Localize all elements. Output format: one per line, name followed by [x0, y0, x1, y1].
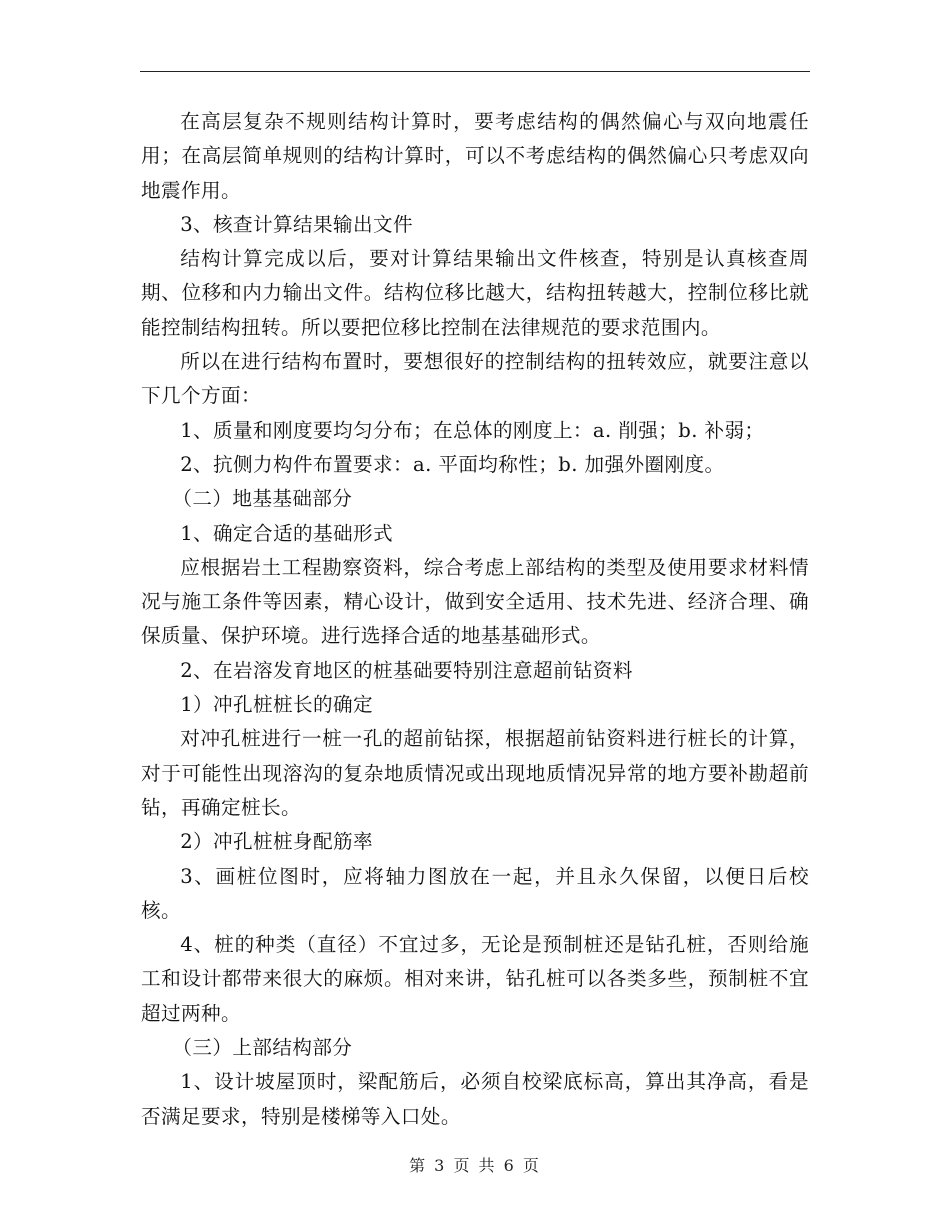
document-body	[141, 105, 809, 1134]
paragraph-pile-length: 对冲孔桩进行一桩一孔的超前钻探，根据超前钻资料进行桩长的计算，对于可能性出现溶沟的复杂地质情况或出现地质情况异常的地方要补勘超前钻，再确定桩长。	[141, 727, 809, 819]
paragraph-pile-layout: 3、画桩位图时，应将轴力图放在一起，并且永久保留，以便日后校核。	[141, 864, 809, 922]
paragraph-sloped-roof: 1、设计坡屋顶时，梁配筋后，必须自校梁底标高，算出其净高，看是否满足要求，特别是楼梯等入口处。	[141, 1070, 809, 1128]
page-number-footer: 第 3 页 共 6 页	[409, 1156, 541, 1175]
heading-foundation-form: 1、确定合适的基础形式	[180, 521, 393, 545]
paragraph-foundation-form: 应根据岩土工程勘察资料，综合考虑上部结构的类型及使用要求材料情况与施工条件等因素，精心设计，做到安全适用、技术先进、经济合理、确保质量、保护环境。进行选择合适的地基基础形式。	[141, 555, 809, 648]
paragraph-eccentricity: 在高层复杂不规则结构计算时，要考虑结构的偶然偏心与双向地震任用；在高层简单规则的结构计算时，可以不考虑结构的偶然偏心只考虑双向地震作用。	[141, 110, 809, 202]
heading-karst-pile: 2、在岩溶发育地区的桩基础要特别注意超前钻资料	[180, 658, 633, 682]
heading-pile-length: 1）冲孔桩桩长的确定	[180, 693, 373, 717]
paragraph-pile-types: 4、桩的种类（直径）不宜过多，无论是预制桩还是钻孔桩，否则给施工和设计都带来很大的麻烦。相对来讲，钻孔桩可以各类多些，预制桩不宜超过两种。	[141, 933, 809, 1025]
list-item-mass-stiffness: 1、质量和刚度要均匀分布；在总体的刚度上：a. 削强；b. 补弱；	[180, 418, 765, 442]
list-item-lateral-members: 2、抗侧力构件布置要求：a. 平面均称性；b. 加强外圈刚度。	[180, 452, 725, 476]
header-rule	[140, 71, 810, 72]
heading-pile-reinforcement: 2）冲孔桩桩身配筋率	[180, 830, 373, 854]
section-heading-superstructure: （三）上部结构部分	[172, 1036, 353, 1060]
section-heading-foundation: （二）地基基础部分	[172, 487, 353, 511]
paragraph-torsion-control: 所以在进行结构布置时，要想很好的控制结构的扭转效应，就要注意以下几个方面：	[141, 350, 809, 408]
paragraph-check-output: 结构计算完成以后，要对计算结果输出文件核查，特别是认真核查周期、位移和内力输出文件。结构位移比越大，结构扭转越大，控制位移比就能控制结构扭转。所以要把位移比控制在法律规范的要求范围内。	[141, 247, 809, 339]
heading-check-output: 3、核查计算结果输出文件	[180, 212, 413, 236]
